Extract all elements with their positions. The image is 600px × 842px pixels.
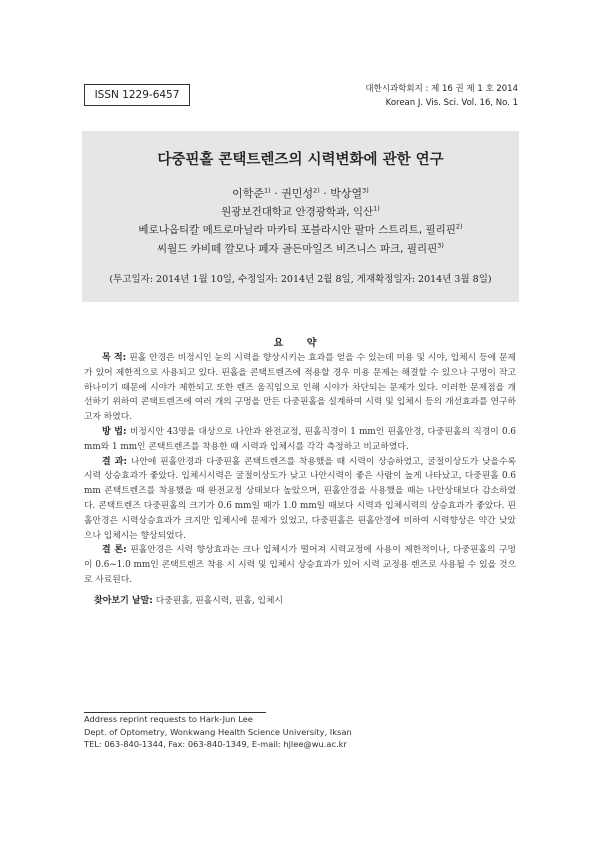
author-name: 권민성 — [281, 187, 314, 200]
author-separator: · — [270, 187, 282, 200]
affiliation-text: 원광보건대학교 안경광학과, 익산 — [221, 206, 374, 218]
footnote-line: TEL: 063-840-1344, Fax: 063-840-1349, E-mail: hjlee@wu.ac.kr — [84, 739, 347, 749]
author-sup: 1) — [264, 186, 271, 195]
journal-info — [365, 82, 518, 110]
journal-english: Korean J. Vis. Sci. Vol. 16, No. 1 — [385, 98, 518, 108]
affiliation-sup: 2) — [455, 222, 463, 231]
method-text: 비정시안 43명을 대상으로 나안과 완전교정, 핀홀직경이 1 mm인 핀홀안경, 다중핀홀의 직경이 0.6 mm와 1 mm인 콘택트렌즈를 착용한 때 시력과 입체시를 각각 측정하고 비교하였다. — [84, 426, 516, 452]
keywords-text: 다중핀홀, 핀홀시력, 핀홀, 입체시 — [152, 595, 283, 606]
author-separator: · — [319, 187, 331, 200]
affiliation-text: 베로나옵티칼 메트로마닐라 마카티 포블라시안 팔마 스트리트, 필리핀 — [138, 224, 456, 236]
abstract-purpose — [84, 351, 516, 425]
author-sup: 2) — [313, 186, 320, 195]
abstract-heading: 요 약 — [273, 338, 327, 349]
abstract-body — [84, 351, 516, 609]
abstract-method — [84, 425, 516, 455]
affiliation-sup: 3) — [437, 241, 444, 250]
paper-title: 다중핀홀 콘택트렌즈의 시력변화에 관한 연구 — [157, 152, 444, 168]
affiliation — [82, 241, 519, 256]
footnote-line: Address reprint requests to Hark-Jun Lee — [84, 714, 253, 724]
results-label: 결 과: — [102, 456, 128, 467]
affiliation — [82, 204, 519, 219]
abstract-conclusion — [84, 543, 516, 587]
affiliation-sup: 1) — [373, 204, 380, 213]
footnote-line: Dept. of Optometry, Wonkwang Health Science University, Iksan — [84, 726, 352, 737]
author-list — [82, 185, 519, 201]
keywords-label: 찾아보기 낱말: — [94, 595, 153, 606]
abstract-keywords — [84, 594, 516, 609]
affiliation — [82, 222, 519, 237]
conclusion-text: 핀홀안경은 시력 향상효과는 크나 입체시가 떨어져 시력교정에 사용이 제한적이나, 다중핀홀의 구멍이 0.6~1.0 mm인 콘택트렌즈 착용 시 시력 및 입체시 상승효과가 있어 시력 교정용 렌즈로 사용될 수 있을 것으로 사료된다. — [84, 545, 516, 585]
author-name: 박상열 — [330, 187, 363, 200]
title-band — [82, 131, 519, 302]
affiliation-text: 씨월드 카비떼 깔모나 페자 골든마일즈 비즈니스 파크, 필리핀 — [157, 243, 438, 255]
conclusion-label: 결 론: — [102, 545, 127, 556]
correspondence-footnote — [84, 713, 352, 751]
author-sup: 3) — [362, 186, 369, 195]
issn-box: ISSN 1229-6457 — [84, 84, 190, 106]
abstract-results — [84, 455, 516, 544]
purpose-label: 목 적: — [102, 353, 127, 363]
purpose-text: 핀홀 안경은 비정시인 눈의 시력을 향상시키는 효과를 얻을 수 있는데 미용 및 시야, 입체시 등에 문제가 있어 제한적으로 사용되고 있다. 핀홀을 콘택트렌즈에 적용할 경우 미용 문제는 해결할 수 있으나 구멍이 작고 하나이기 때문에 시야가 제한되고 또한 렌즈 움직임으로 인해 시야가 차단되는 문제가 있다. 이러한 문제점을 개선하기 위하여 콘택트렌즈에 여러 개의 구멍을 만든 다중핀홀을 설계하여 시력 및 입체시 등의 개선효과를 연구하고자 하였다. — [84, 353, 516, 423]
submission-dates: (투고일자: 2014년 1월 10일, 수정일자: 2014년 2월 8일, 게재확정일자: 2014년 3월 8일) — [109, 274, 492, 285]
journal-korean: 대한시과학회지 : 제 16 권 제 1 호 2014 — [365, 84, 518, 94]
method-label: 방 법: — [102, 426, 127, 437]
author-name: 이학준 — [232, 187, 265, 200]
results-text: 나안에 핀홀안경과 다중핀홀 콘택트렌즈를 착용했을 때 시력이 상승하였고, 굴절이상도가 낮을수록 시력 상승효과가 좋았다. 입체시시력은 굴절이상도가 낮고 나안시력이 좋은 사람이 높게 나타났고, 다중핀홀 0.6 mm 콘택트렌즈를 착용했을 때 완전교정 상태보다 높았으며, 핀홀안경을 사용했을 때는 나안상태보다 감소하였다. 콘택트렌즈 다중핀홀의 크기가 0.6 mm일 때가 1.0 mm일 때보다 시력과 입체시력의 상승효과가 좋았다. 핀홀안경은 시력상승효과가 크지만 입체시에 문제가 있었고, 다중핀홀은 핀홀안경에 비하여 시력향상은 약간 낮았으나 입체시는 향상되었다. — [84, 456, 516, 541]
